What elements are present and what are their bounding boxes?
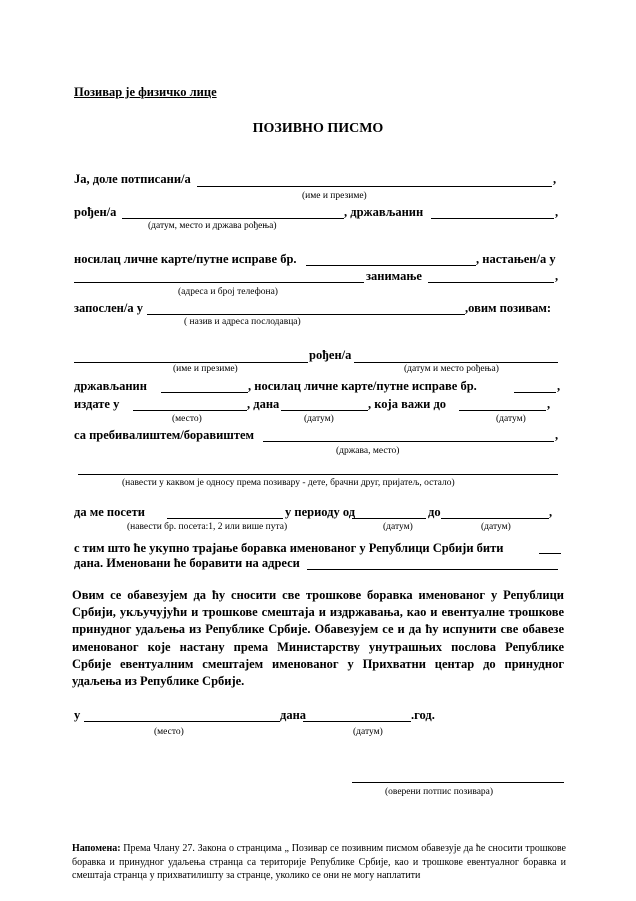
residence-field[interactable]: [263, 441, 554, 442]
sign-place-label: у: [74, 708, 81, 722]
period-from-label: у периоду од: [285, 505, 356, 519]
obligation-paragraph: Овим се обавезујем да ћу сносити све трошкове боравка именованог у Републици Србији, укључујући и трошкове смештаја и издржавања, као и евентуалне трошкове принудног удаљења из Републике Србије. Обавезујем се и да ћу испунити све обавезе именованог које настану према Министарству унутрашњих послова Републике Србије евентуалним смештајем именованог у Прихватни центар до принудног удаљења из Републике Србије.: [72, 588, 564, 689]
residence-label: са пребивалиштем/боравиштем: [74, 428, 255, 442]
citizen-label: , држављанин: [344, 205, 424, 219]
visits-count-field[interactable]: [167, 518, 283, 519]
stay-address-label: дана. Именовани ће боравити на адреси: [74, 556, 300, 570]
stay-days-field[interactable]: [539, 553, 561, 554]
visit-label: да ме посети: [74, 505, 145, 519]
page-title: ПОЗИВНО ПИСМО: [252, 121, 384, 136]
id-card-label: носилац личне карте/путне исправе бр.: [74, 252, 297, 266]
footnote: [72, 842, 566, 883]
issued-label: издате у: [74, 397, 120, 411]
occupation-label: занимање: [366, 269, 422, 283]
invitee-name-caption: (име и презиме): [173, 364, 238, 374]
signature-caption: (оверени потпис позивара): [385, 787, 494, 797]
birth-caption: (датум, место и држава рођења): [148, 221, 277, 231]
invitee-birth-field[interactable]: [354, 362, 558, 363]
issued-place-caption: (место): [172, 414, 202, 424]
from-caption: (датум): [383, 522, 413, 532]
issued-date-field[interactable]: [281, 410, 368, 411]
relation-field[interactable]: [78, 474, 558, 475]
page: Позивар је физичко лице ПОЗИВНО ПИСМО Ја, доле потписани/а , (име и презиме) рођен/а , држављанин , (датум, место и држава рођења) носилац личне карте/путне исправе бр. , настањен/а у занимање , (адреса и број телефона) запослен/а у ,овим позивам: ( назив и адреса послодавца) рођен/а (име и презиме) (датум и место рођења) држављанин , носилац личне карте/путне исправе бр. , издате у , дана , која важи до , (место) (датум) (датум) са пребивалиштем/боравиштем , (држава, место) (навести у каквом је односу према позивару - дете, брачни друг, пријатељ, остало) да ме посети у периоду од до , (навести бр. посета:1, 2 или више пута) (датум) (датум) с тим што ће укупно трајање боравка именованог у Републици Србији бити дана. Именовани ће боравити на адреси Овим се обавезујем да ћу сносити све трошкове боравка именованог у Републици Србији, укључујући и трошкове смештаја и издржавања, као и евентуалне трошкове принудног удаљења из Републике Србије. Обавезујем се и да ћу испунити све обавезе именованог које настану према Министарству унутрашњих послова Републике Србије евентуалним смештајем именованог у Прихватни центар до принудног удаљења из Републике Србије. у дана .год. (место) (датум) (оверени потпис позивара) Напомена: Према Члану 27. Закона о странцима „ Позивар се позивним писмом обавезује да ће сносити трошкове боравка и принудног удаљења странца са територије Републике Србије, као и трошкове евентуалног боравка и смештаја странца у прихватилишту за странце, уколико се они не могу наплатити: [0, 0, 636, 901]
invite-label: ,овим позивам:: [465, 301, 552, 315]
name-caption: (име и презиме): [302, 191, 367, 201]
address-caption: (адреса и број телефона): [178, 287, 278, 297]
period-from-field[interactable]: [352, 518, 426, 519]
id-number-field[interactable]: [306, 265, 476, 266]
to-caption: (датум): [481, 522, 511, 532]
visits-caption: (навести бр. посета:1, 2 или више пута): [127, 522, 288, 532]
period-to-label: до: [428, 505, 441, 519]
born-label: рођен/а: [74, 205, 117, 219]
residing-label: , настањен/а у: [476, 252, 556, 266]
sign-date-label: дана: [280, 708, 307, 722]
issued-place-field[interactable]: [133, 410, 247, 411]
valid-until-field[interactable]: [459, 410, 546, 411]
period-to-field[interactable]: [441, 518, 549, 519]
invitee-name-field[interactable]: [74, 362, 308, 363]
invitee-citizen-label: држављанин: [74, 379, 147, 393]
sign-place-caption: (место): [154, 727, 184, 737]
sign-place-field[interactable]: [84, 721, 280, 722]
year-label: .год.: [411, 708, 435, 722]
invitee-id-label: , носилац личне карте/путне исправе бр.: [248, 379, 477, 393]
address-field[interactable]: [74, 282, 364, 283]
invitee-birth-caption: (датум и место рођења): [404, 364, 499, 374]
invitee-citizenship-field[interactable]: [161, 392, 248, 393]
employer-caption: ( назив и адреса послодавца): [184, 317, 301, 327]
sign-date-field[interactable]: [303, 721, 411, 722]
undersigned-label: Ја, доле потписани/а: [74, 172, 191, 186]
citizenship-field[interactable]: [431, 218, 554, 219]
employer-field[interactable]: [147, 314, 465, 315]
invitee-born-label: рођен/а: [309, 348, 352, 362]
issued-date-caption: (датум): [304, 414, 334, 424]
valid-date-caption: (датум): [496, 414, 526, 424]
issued-date-label: , дана: [247, 397, 280, 411]
stay-address-field[interactable]: [307, 569, 558, 570]
occupation-field[interactable]: [428, 282, 554, 283]
birth-info-field[interactable]: [122, 218, 344, 219]
stay-duration-label: с тим што ће укупно трајање боравка именованог у Републици Србији бити: [74, 541, 504, 555]
valid-until-label: , која важи до: [368, 397, 447, 411]
undersigned-name-field[interactable]: [197, 186, 552, 187]
relation-caption: (навести у каквом је односу према позивару - дете, брачни друг, пријатељ, остало): [122, 478, 455, 488]
signature-field[interactable]: [352, 782, 564, 783]
invitee-id-field[interactable]: [514, 392, 556, 393]
employed-label: запослен/а у: [74, 301, 143, 315]
sign-date-caption: (датум): [353, 727, 383, 737]
header-label: Позивар је физичко лице: [74, 85, 217, 99]
footnote-label: Напомена:: [72, 843, 121, 854]
residence-caption: (држава, место): [336, 446, 400, 456]
footnote-text: Према Члану 27. Закона о странцима „ Позивар се позивним писмом обавезује да ће сносити трошкове боравка и принудног удаљења странца са територије Републике Србије, као и трошкове евентуалног боравка и смештаја странца у прихватилишту за странце, уколико се они не могу наплатити: [72, 843, 566, 882]
